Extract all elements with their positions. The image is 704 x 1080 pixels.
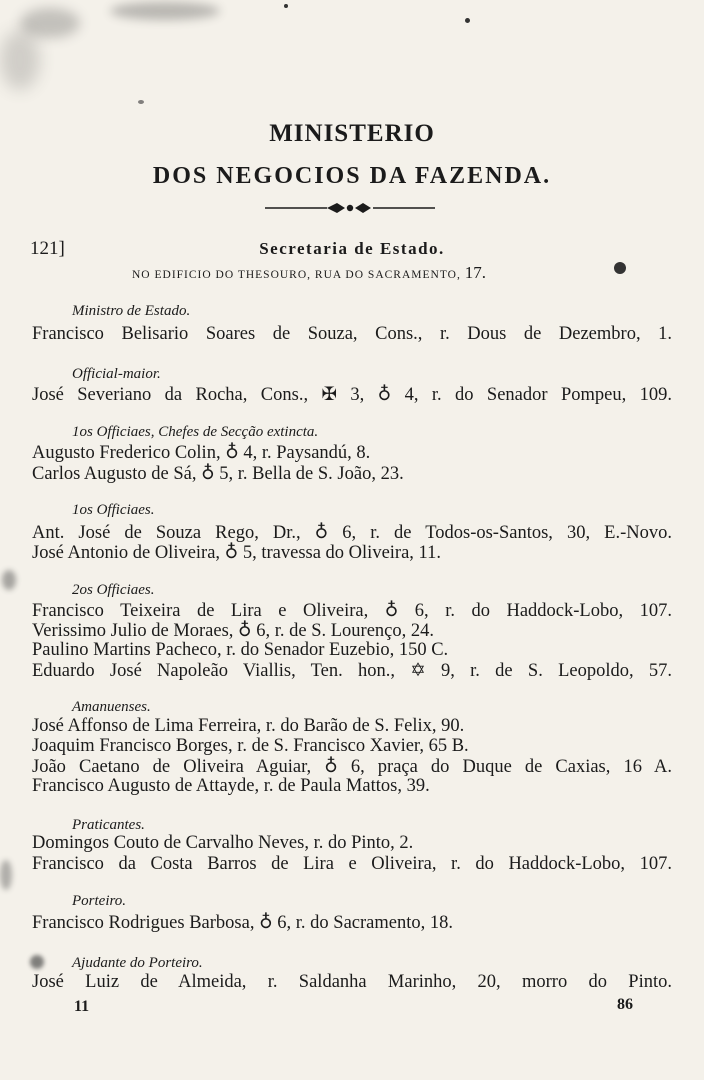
section-title: Secretaria de Estado. [259,239,445,258]
entry-line: João Caetano de Oliveira Aguiar, ♁ 6, praça do Duque de Caxias, 16 A. [32,757,672,777]
section-number: 121] [30,238,65,259]
entry-line: José Affonso de Lima Ferreira, r. do Barão de S. Felix, 90. [32,716,465,736]
entry-line: Joaquim Francisco Borges, r. de S. Francisco Xavier, 65 B. [32,736,469,756]
entry-line: Augusto Frederico Colin, ♁ 4, r. Paysandú, 8. [32,443,371,463]
address-number: 17. [464,263,486,282]
entry-line: Francisco Augusto de Attayde, r. de Paula Mattos, 39. [32,776,430,796]
ministry-subtitle: DOS NEGOCIOS DA FAZENDA. [152,163,552,189]
group-heading: 1os Officiaes. [72,502,155,518]
entry-line: Francisco Belisario Soares de Souza, Cons., r. Dous de Dezembro, 1. [32,324,672,344]
ministry-title: MINISTERIO [269,120,435,147]
entry-line: Ant. José de Souza Rego, Dr., ♁ 6, r. de Todos-os-Santos, 30, E.-Novo. [32,523,672,543]
group-heading: Porteiro. [72,893,127,909]
group-heading: Praticantes. [72,817,145,833]
ornament-divider-icon [265,201,435,215]
entry-line: Paulino Martins Pacheco, r. do Senador Euzebio, 150 C. [32,640,449,660]
entry-line: Carlos Augusto de Sá, ♁ 5, r. Bella de S. João, 23. [32,464,404,484]
entry-line: Eduardo José Napoleão Viallis, Ten. hon., ✡ 9, r. de S. Leopoldo, 57. [32,661,672,681]
address-prefix: NO EDIFICIO DO THESOURO, RUA DO SACRAMENTO, [132,269,461,281]
group-heading: 1os Officiaes, Chefes de Secção extincta. [72,424,319,440]
entry-line: Francisco da Costa Barros de Lira e Oliveira, r. do Haddock-Lobo, 107. [32,854,672,874]
group-heading: Ajudante do Porteiro. [72,955,203,971]
group-heading: Ministro de Estado. [72,303,191,319]
entry-line: Francisco Rodrigues Barbosa, ♁ 6, r. do Sacramento, 18. [32,913,453,933]
footer-signature-mark: 11 [74,998,90,1015]
entry-line: Francisco Teixeira de Lira e Oliveira, ♁ 6, r. do Haddock-Lobo, 107. [32,601,672,621]
entry-line: José Antonio de Oliveira, ♁ 5, travessa do Oliveira, 11. [32,543,441,563]
group-heading: Official-maior. [72,366,161,382]
entry-line: José Severiano da Rocha, Cons., ✠ 3, ♁ 4, r. do Senador Pompeu, 109. [32,385,672,405]
group-heading: 2os Officiaes. [72,582,155,598]
section-address [132,263,486,283]
page-number: 86 [617,996,633,1013]
group-heading: Amanuenses. [72,699,151,715]
entry-line: José Luiz de Almeida, r. Saldanha Marinho, 20, morro do Pinto. [32,972,672,992]
entry-line: Verissimo Julio de Moraes, ♁ 6, r. de S. Lourenço, 24. [32,621,434,641]
entry-line: Domingos Couto de Carvalho Neves, r. do Pinto, 2. [32,833,414,853]
